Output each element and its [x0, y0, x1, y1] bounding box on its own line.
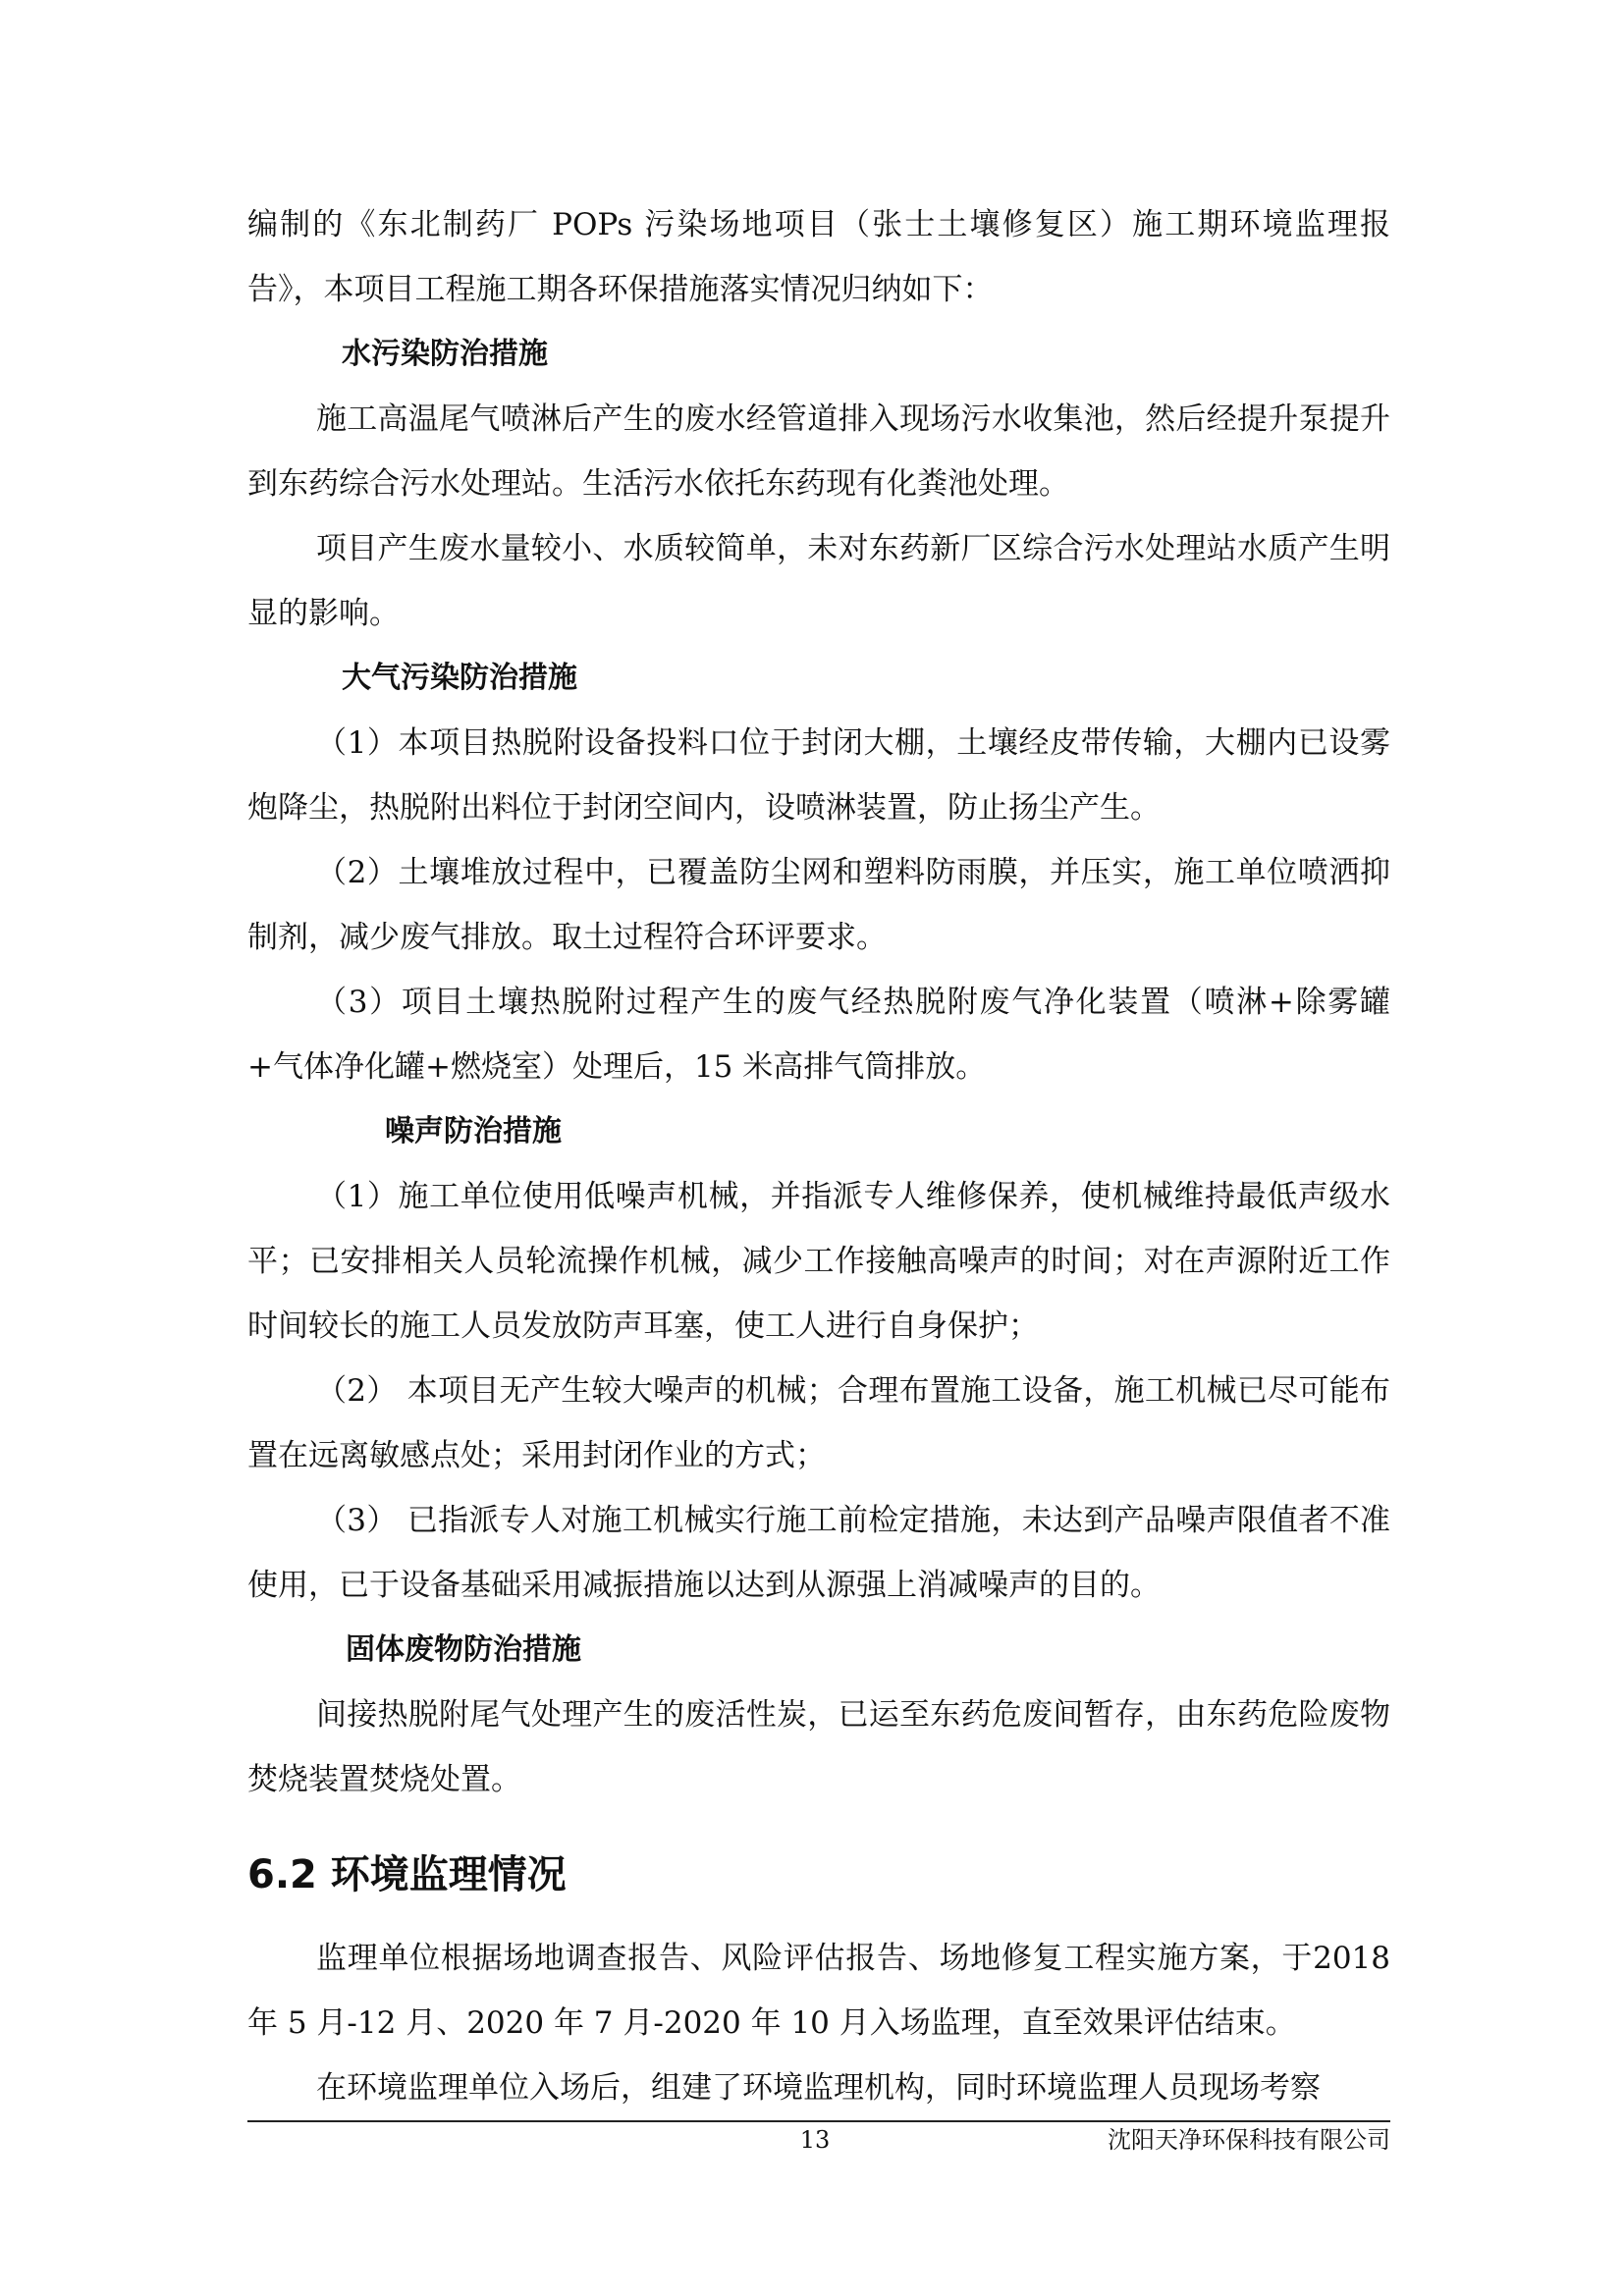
- air-paragraph-2: （2）土壤堆放过程中，已覆盖防尘网和塑料防雨膜，并压实，施工单位喷洒抑制剂，减少废气排放。取土过程符合环评要求。: [247, 855, 1390, 955]
- air-pollution-heading: 大气污染防治措施: [342, 661, 577, 695]
- section-title: 6.2 环境监理情况: [247, 1852, 567, 1897]
- water-paragraph-2: 项目产生废水量较小、水质较简单，未对东药新厂区综合污水处理站水质产生明显的影响。: [247, 531, 1390, 631]
- water-pollution-heading: 水污染防治措施: [342, 337, 548, 371]
- monitoring-paragraph-1: 监理单位根据场地调查报告、风险评估报告、场地修复工程实施方案，于2018 年 5 月-12 月、2020 年 7 月-2020 年 10 月入场监理，直至效果评估结束。: [247, 1941, 1390, 2041]
- page-body: [247, 192, 1390, 2120]
- footer-divider: [247, 2120, 1390, 2122]
- water-paragraph-1: 施工高温尾气喷淋后产生的废水经管道排入现场污水收集池，然后经提升泵提升到东药综合污水处理站。生活污水依托东药现有化粪池处理。: [247, 401, 1390, 502]
- noise-paragraph-3: （3） 已指派专人对施工机械实行施工前检定措施，未达到产品噪声限值者不准使用，已于设备基础采用减振措施以达到从源强上消减噪声的目的。: [247, 1503, 1390, 1603]
- intro-paragraph: 编制的《东北制药厂 POPs 污染场地项目（张士土壤修复区）施工期环境监理报告》，本项目工程施工期各环保措施落实情况归纳如下：: [247, 207, 1390, 307]
- monitoring-paragraph-2: 在环境监理单位入场后，组建了环境监理机构，同时环境监理人员现场考察: [316, 2070, 1321, 2106]
- air-paragraph-1: （1）本项目热脱附设备投料口位于封闭大棚，土壤经皮带传输，大棚内已设雾炮降尘，热脱附出料位于封闭空间内，设喷淋装置，防止扬尘产生。: [247, 725, 1390, 826]
- air-paragraph-3: （3）项目土壤热脱附过程产生的废气经热脱附废气净化装置（喷淋+除雾罐+气体净化罐+燃烧室）处理后，15 米高排气筒排放。: [247, 985, 1390, 1085]
- solid-waste-heading: 固体废物防治措施: [346, 1632, 581, 1667]
- noise-heading: 噪声防治措施: [385, 1114, 562, 1148]
- solid-waste-paragraph: 间接热脱附尾气处理产生的废活性炭，已运至东药危废间暂存，由东药危险废物焚烧装置焚烧处置。: [247, 1697, 1390, 1797]
- noise-paragraph-1: （1）施工单位使用低噪声机械，并指派专人维修保养，使机械维持最低声级水平；已安排相关人员轮流操作机械，减少工作接触高噪声的时间；对在声源附近工作时间较长的施工人员发放防声耳塞，使工人进行自身保护；: [247, 1179, 1390, 1344]
- page-number: 13: [799, 2126, 831, 2154]
- footer-company-name: 沈阳天净环保科技有限公司: [1108, 2126, 1390, 2154]
- noise-paragraph-2: （2） 本项目无产生较大噪声的机械；合理布置施工设备，施工机械已尽可能布置在远离敏感点处；采用封闭作业的方式；: [247, 1373, 1390, 1473]
